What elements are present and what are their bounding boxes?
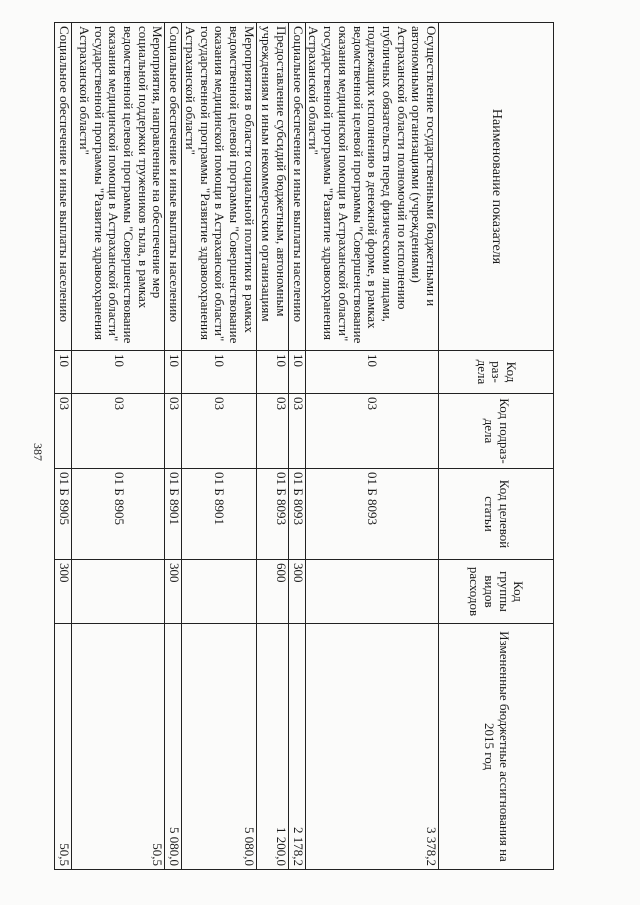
row-name: Социальное обеспечение и иные выплаты населению (55, 23, 72, 351)
row-name: Предоставление субсидий бюджетным, автономным учреждениям и иным некоммерческим организациям (256, 23, 288, 351)
row-subsection: 03 (305, 394, 438, 469)
row-group: 300 (288, 560, 305, 624)
row-target: 01 Б 8905 (72, 469, 165, 560)
row-amount: 2 178,2 (288, 624, 305, 870)
row-section: 10 (72, 351, 165, 394)
row-amount: 50,5 (55, 624, 72, 870)
row-subsection: 03 (72, 394, 165, 469)
row-amount: 3 378,2 (305, 624, 438, 870)
row-section: 10 (288, 351, 305, 394)
table-row (55, 23, 72, 870)
row-amount: 1 200,0 (256, 624, 288, 870)
table-row (72, 23, 165, 870)
header-section-code: Код раз-дела (439, 351, 554, 394)
row-group (305, 560, 438, 624)
header-target-code: Код целевой статьи (439, 469, 554, 560)
row-amount: 5 080,0 (182, 624, 256, 870)
row-name: Мероприятия, направленные на обеспечение мер социальной поддержки тружеников тыла, в рамках ведомственной целевой программы "Совершенствование оказания медицинской помощи в Астраханской области" государственной программы "Развитие здравоохранения Астраханской области" (72, 23, 165, 351)
row-section: 10 (55, 351, 72, 394)
row-name: Осуществление государственными бюджетными и автономными организациями (учреждениями) Астраханской области полномочий по исполнению публичных обязательств перед физическими лицами, подлежащих исполнению в денежной форме, в рамках ведомственной целевой программы "Совершенствование оказания медицинской помощи в Астраханской области" государственной программы "Развитие здравоохранения Астраханской области" (305, 23, 438, 351)
row-amount: 50,5 (72, 624, 165, 870)
row-section: 10 (256, 351, 288, 394)
header-name: Наименование показателя (439, 23, 554, 351)
row-target: 01 Б 8093 (305, 469, 438, 560)
header-row (439, 23, 554, 870)
row-subsection: 03 (182, 394, 256, 469)
row-subsection: 03 (288, 394, 305, 469)
table-row (288, 23, 305, 870)
row-group: 300 (165, 560, 182, 624)
header-subsection-code: Код подраз-дела (439, 394, 554, 469)
row-group: 300 (55, 560, 72, 624)
table-stage (57, 22, 554, 869)
row-subsection: 03 (165, 394, 182, 469)
table-row (165, 23, 182, 870)
row-subsection: 03 (256, 394, 288, 469)
row-target: 01 Б 8905 (55, 469, 72, 560)
row-target: 01 Б 8901 (165, 469, 182, 560)
row-section: 10 (182, 351, 256, 394)
row-section: 10 (165, 351, 182, 394)
row-name: Социальное обеспечение и иные выплаты населению (288, 23, 305, 351)
row-target: 01 Б 8093 (256, 469, 288, 560)
header-amount: Измененные бюджетные ассигнования на 2015 год (439, 624, 554, 870)
row-subsection: 03 (55, 394, 72, 469)
row-group (182, 560, 256, 624)
budget-allocations-table (54, 22, 554, 870)
row-amount: 5 080,0 (165, 624, 182, 870)
row-section: 10 (305, 351, 438, 394)
rotated-table-wrapper (57, 22, 554, 869)
row-group: 600 (256, 560, 288, 624)
row-name: Социальное обеспечение и иные выплаты населению (165, 23, 182, 351)
page-number: 387 (31, 443, 45, 461)
row-target: 01 Б 8901 (182, 469, 256, 560)
header-expense-group-code: Код группы видов расходов (439, 560, 554, 624)
table-row (256, 23, 288, 870)
table-row (182, 23, 256, 870)
row-name: Мероприятия в области социальной политики в рамках ведомственной целевой программы "Совершенствование оказания медицинской помощи в Астраханской области" государственной программы "Развитие здравоохранения Астраханской области" (182, 23, 256, 351)
row-group (72, 560, 165, 624)
row-target: 01 Б 8093 (288, 469, 305, 560)
table-row (305, 23, 438, 870)
